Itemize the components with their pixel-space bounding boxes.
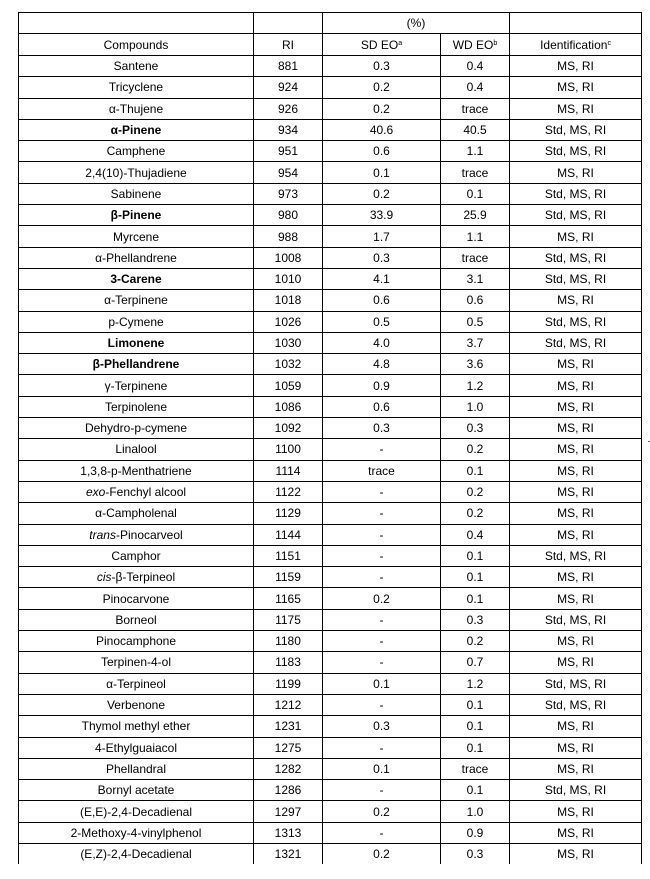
identification-cell: MS, RI (510, 567, 642, 588)
table-row (19, 843, 642, 864)
ri-cell: 1199 (254, 673, 323, 694)
table-row (19, 418, 642, 439)
sd-eo-label: SD EO (360, 37, 399, 52)
compound-name: Dehydro-p-cymene (84, 421, 188, 436)
sd-eo-cell: 0.5 (323, 311, 441, 332)
compound-cell (19, 758, 254, 779)
table-row (19, 119, 642, 140)
sd-eo-cell: 0.3 (323, 418, 441, 439)
sd-eo-cell: 0.2 (323, 843, 441, 864)
sd-eo-cell: 4.0 (323, 332, 441, 353)
table-row (19, 545, 642, 566)
compound-cell (19, 183, 254, 204)
sd-eo-cell: 0.1 (323, 162, 441, 183)
table-row (19, 524, 642, 545)
compound-cell (19, 652, 254, 673)
wd-eo-cell: 0.9 (441, 822, 510, 843)
compound-name: Thymol methyl ether (81, 719, 191, 734)
compound-cell (19, 481, 254, 502)
wd-eo-cell: 0.1 (441, 716, 510, 737)
wd-eo-cell: 0.2 (441, 631, 510, 652)
ri-cell: 1122 (254, 481, 323, 502)
compound-name: α-Pinene (110, 123, 162, 138)
wd-eo-cell: 25.9 (441, 205, 510, 226)
sd-eo-cell: - (323, 822, 441, 843)
wd-eo-cell: 3.6 (441, 354, 510, 375)
header-empty-cell (510, 13, 642, 34)
header-empty-cell (19, 13, 254, 34)
compound-name: β-Phellandrene (92, 357, 180, 372)
wd-eo-cell: 1.2 (441, 375, 510, 396)
ri-cell: 1231 (254, 716, 323, 737)
compound-cell (19, 56, 254, 77)
compound-cell (19, 609, 254, 630)
identification-cell: Std, MS, RI (510, 311, 642, 332)
ri-cell: 924 (254, 77, 323, 98)
compound-name: Limonene (107, 336, 165, 350)
wd-eo-cell: 1.1 (441, 226, 510, 247)
wd-eo-cell: 0.7 (441, 652, 510, 673)
sd-eo-cell: 0.1 (323, 673, 441, 694)
ri-cell: 1018 (254, 290, 323, 311)
identification-cell: MS, RI (510, 843, 642, 864)
compound-name: (E,Z)-2,4-Decadienal (80, 847, 192, 862)
sd-eo-cell: 33.9 (323, 205, 441, 226)
ri-cell: 1032 (254, 354, 323, 375)
table-row (19, 780, 642, 801)
compound-name: γ-Terpinene (104, 378, 168, 393)
compound-name: Sabinene (110, 186, 162, 201)
wd-eo-cell: 0.1 (441, 737, 510, 758)
identification-cell: MS, RI (510, 375, 642, 396)
identification-cell: Std, MS, RI (510, 545, 642, 566)
sd-eo-cell: 0.2 (323, 588, 441, 609)
ri-cell: 1175 (254, 609, 323, 630)
wd-eo-cell: 3.1 (441, 268, 510, 289)
table-row (19, 673, 642, 694)
identification-cell: MS, RI (510, 162, 642, 183)
table-row (19, 758, 642, 779)
compound-cell (19, 716, 254, 737)
wd-eo-cell: 1.0 (441, 801, 510, 822)
wd-eo-cell: 1.1 (441, 141, 510, 162)
compound-name: Phellandral (105, 761, 167, 776)
ri-cell: 1008 (254, 247, 323, 268)
table-row (19, 631, 642, 652)
table-row (19, 652, 642, 673)
ri-cell: 988 (254, 226, 323, 247)
wd-eo-cell: 0.1 (441, 567, 510, 588)
identification-cell: MS, RI (510, 758, 642, 779)
identification-cell: MS, RI (510, 56, 642, 77)
compound-name: Linalool (115, 442, 157, 457)
compound-name: Borneol (115, 612, 157, 627)
compound-cell (19, 77, 254, 98)
compound-name: -Fenchyl alcool (105, 485, 187, 500)
ri-cell: 1144 (254, 524, 323, 545)
wd-eo-cell: 0.3 (441, 418, 510, 439)
compound-name: 1,3,8-p-Menthatriene (80, 463, 192, 478)
sd-eo-cell: 0.2 (323, 98, 441, 119)
compound-name: α-Terpineol (106, 676, 166, 691)
ri-cell: 1282 (254, 758, 323, 779)
identification-cell: Std, MS, RI (510, 183, 642, 204)
sd-eo-cell: - (323, 780, 441, 801)
wd-eo-cell: 0.2 (441, 439, 510, 460)
identification-cell: Std, MS, RI (510, 205, 642, 226)
ri-cell: 1313 (254, 822, 323, 843)
header-row-columns (19, 34, 642, 56)
compound-name: α-Phellandrene (95, 250, 177, 265)
table-row (19, 737, 642, 758)
identification-cell: MS, RI (510, 98, 642, 119)
identification-cell: Std, MS, RI (510, 141, 642, 162)
identification-cell: MS, RI (510, 822, 642, 843)
table-row (19, 141, 642, 162)
wd-eo-cell: 1.2 (441, 673, 510, 694)
sd-eo-cell: 4.8 (323, 354, 441, 375)
compound-cell (19, 205, 254, 226)
compound-cell (19, 780, 254, 801)
compound-name: -Pinocarveol (115, 527, 183, 542)
ri-cell: 1286 (254, 780, 323, 801)
wd-eo-cell: trace (441, 98, 510, 119)
compound-prefix: exo (85, 485, 106, 500)
essential-oil-composition-table (18, 12, 642, 864)
ri-cell: 1180 (254, 631, 323, 652)
compound-cell (19, 673, 254, 694)
sd-eo-cell: - (323, 694, 441, 715)
compound-cell (19, 396, 254, 417)
compound-name: Myrcene (112, 229, 159, 244)
compound-cell (19, 332, 254, 353)
identification-cell: Std, MS, RI (510, 268, 642, 289)
col-header-ri: RI (254, 34, 323, 56)
compound-cell (19, 460, 254, 481)
wd-eo-cell: 0.4 (441, 56, 510, 77)
compound-cell (19, 162, 254, 183)
compound-cell (19, 354, 254, 375)
compound-cell (19, 801, 254, 822)
compound-cell (19, 311, 254, 332)
table-row (19, 567, 642, 588)
compound-cell (19, 98, 254, 119)
wd-eo-cell: 0.1 (441, 183, 510, 204)
identification-cell: MS, RI (510, 481, 642, 502)
wd-eo-cell: 0.1 (441, 694, 510, 715)
compound-cell (19, 226, 254, 247)
wd-eo-cell: 0.1 (441, 460, 510, 481)
table-row (19, 268, 642, 289)
compound-cell (19, 418, 254, 439)
ri-cell: 1010 (254, 268, 323, 289)
compound-cell (19, 545, 254, 566)
sd-eo-cell: 0.1 (323, 758, 441, 779)
ri-cell: 1321 (254, 843, 323, 864)
compound-cell (19, 290, 254, 311)
compound-cell (19, 567, 254, 588)
table-row (19, 609, 642, 630)
compound-name: Bornyl acetate (97, 783, 175, 798)
identification-cell: MS, RI (510, 716, 642, 737)
table-row (19, 354, 642, 375)
sd-eo-cell: - (323, 545, 441, 566)
compound-name: 2,4(10)-Thujadiene (85, 165, 187, 180)
identification-cell: MS, RI (510, 503, 642, 524)
wd-eo-label: WD EO (452, 37, 494, 52)
compound-cell (19, 141, 254, 162)
identification-cell: MS, RI (510, 226, 642, 247)
compound-cell (19, 822, 254, 843)
compound-name: (E,E)-2,4-Decadienal (79, 804, 193, 819)
compound-cell (19, 737, 254, 758)
sd-eo-cell: - (323, 439, 441, 460)
identification-cell: MS, RI (510, 588, 642, 609)
compound-name: α-Thujene (108, 101, 164, 116)
table-row (19, 588, 642, 609)
compound-name: Terpinen-4-ol (100, 655, 172, 670)
identification-cell: Std, MS, RI (510, 332, 642, 353)
compound-name: Camphor (111, 548, 161, 563)
identification-footnote: c (607, 39, 611, 47)
compound-cell (19, 631, 254, 652)
wd-eo-cell: 40.5 (441, 119, 510, 140)
table-row (19, 56, 642, 77)
table-row (19, 503, 642, 524)
percent-header: (%) (323, 13, 510, 34)
sd-eo-cell: 0.2 (323, 801, 441, 822)
sd-eo-cell: 4.1 (323, 268, 441, 289)
identification-cell: MS, RI (510, 396, 642, 417)
table-row (19, 822, 642, 843)
compound-name: Pinocamphone (95, 634, 177, 649)
sd-eo-cell: 0.3 (323, 56, 441, 77)
sd-eo-cell: - (323, 609, 441, 630)
header-row-percent (19, 13, 642, 34)
table-row (19, 439, 642, 460)
compound-cell (19, 588, 254, 609)
ri-cell: 973 (254, 183, 323, 204)
identification-cell: Std, MS, RI (510, 119, 642, 140)
ri-cell: 934 (254, 119, 323, 140)
table-row (19, 694, 642, 715)
ri-cell: 1100 (254, 439, 323, 460)
compound-name: α-Campholenal (95, 506, 177, 521)
col-header-sd-eo (323, 34, 441, 56)
identification-cell: MS, RI (510, 439, 642, 460)
compound-name: Pinocarvone (102, 591, 170, 606)
wd-eo-cell: 0.6 (441, 290, 510, 311)
identification-cell: MS, RI (510, 631, 642, 652)
col-header-compounds: Compounds (19, 34, 254, 56)
sd-eo-cell: - (323, 631, 441, 652)
sd-eo-cell: 0.6 (323, 290, 441, 311)
compound-prefix: trans (89, 527, 116, 542)
table-row (19, 375, 642, 396)
sd-eo-cell: 0.6 (323, 396, 441, 417)
wd-eo-footnote: b (493, 39, 498, 47)
ri-cell: 1114 (254, 460, 323, 481)
ri-cell: 951 (254, 141, 323, 162)
ri-cell: 1165 (254, 588, 323, 609)
identification-cell: Std, MS, RI (510, 247, 642, 268)
wd-eo-cell: 0.3 (441, 843, 510, 864)
table-row (19, 460, 642, 481)
table-row (19, 183, 642, 204)
sd-eo-cell: trace (323, 460, 441, 481)
ri-cell: 1275 (254, 737, 323, 758)
compound-name: 2-Methoxy-4-vinylphenol (70, 825, 202, 840)
compound-name: α-Terpinene (104, 293, 168, 308)
compound-cell (19, 247, 254, 268)
sd-eo-cell: - (323, 737, 441, 758)
compound-cell (19, 375, 254, 396)
table-row (19, 290, 642, 311)
wd-eo-cell: 1.0 (441, 396, 510, 417)
table-row (19, 98, 642, 119)
wd-eo-cell: 0.1 (441, 545, 510, 566)
compound-name: Verbenone (106, 698, 166, 713)
sd-eo-cell: 0.2 (323, 77, 441, 98)
compound-name: Terpinolene (104, 399, 168, 414)
compound-cell (19, 119, 254, 140)
identification-cell: MS, RI (510, 354, 642, 375)
ri-cell: 1212 (254, 694, 323, 715)
wd-eo-cell: 0.2 (441, 481, 510, 502)
ri-cell: 1297 (254, 801, 323, 822)
compound-prefix: cis (96, 570, 112, 585)
col-header-wd-eo (441, 34, 510, 56)
table-row (19, 311, 642, 332)
compound-cell (19, 694, 254, 715)
ri-cell: 1151 (254, 545, 323, 566)
compound-cell (19, 843, 254, 864)
wd-eo-cell: 0.1 (441, 588, 510, 609)
compound-cell (19, 524, 254, 545)
table-row (19, 332, 642, 353)
identification-cell: MS, RI (510, 418, 642, 439)
ri-cell: 1092 (254, 418, 323, 439)
ri-cell: 1030 (254, 332, 323, 353)
ri-cell: 1059 (254, 375, 323, 396)
wd-eo-cell: 3.7 (441, 332, 510, 353)
compound-cell (19, 503, 254, 524)
wd-eo-cell: trace (441, 247, 510, 268)
compound-name: -β-Terpineol (111, 570, 176, 585)
compound-name: 4-Ethylguaiacol (94, 740, 178, 755)
sd-eo-cell: - (323, 524, 441, 545)
compound-rows (19, 56, 642, 865)
table-row (19, 801, 642, 822)
compound-name: β-Pinene (110, 208, 162, 223)
identification-cell: MS, RI (510, 77, 642, 98)
sd-eo-cell: 0.2 (323, 183, 441, 204)
ri-cell: 1183 (254, 652, 323, 673)
sd-eo-cell: 0.3 (323, 247, 441, 268)
compound-name: p-Cymene (108, 314, 164, 329)
header-empty-cell (254, 13, 323, 34)
ri-cell: 1086 (254, 396, 323, 417)
sd-eo-cell: - (323, 481, 441, 502)
wd-eo-cell: trace (441, 162, 510, 183)
identification-cell: MS, RI (510, 460, 642, 481)
compound-cell (19, 268, 254, 289)
wd-eo-cell: 0.2 (441, 503, 510, 524)
sd-eo-cell: 40.6 (323, 119, 441, 140)
compound-name: Tricyclene (108, 80, 164, 95)
sd-eo-cell: - (323, 567, 441, 588)
wd-eo-cell: 0.4 (441, 77, 510, 98)
ri-cell: 881 (254, 56, 323, 77)
table-row (19, 205, 642, 226)
identification-cell: MS, RI (510, 652, 642, 673)
ri-cell: 1129 (254, 503, 323, 524)
identification-cell: MS, RI (510, 801, 642, 822)
wd-eo-cell: trace (441, 758, 510, 779)
sd-eo-cell: 0.3 (323, 716, 441, 737)
identification-cell: MS, RI (510, 737, 642, 758)
identification-cell: MS, RI (510, 290, 642, 311)
ri-cell: 980 (254, 205, 323, 226)
ri-cell: 1026 (254, 311, 323, 332)
ri-cell: 926 (254, 98, 323, 119)
identification-cell: Std, MS, RI (510, 673, 642, 694)
table-row (19, 162, 642, 183)
wd-eo-cell: 0.1 (441, 780, 510, 801)
ri-cell: 1159 (254, 567, 323, 588)
identification-cell: Std, MS, RI (510, 694, 642, 715)
table-row (19, 481, 642, 502)
table-row (19, 247, 642, 268)
identification-cell: Std, MS, RI (510, 609, 642, 630)
identification-cell: Std, MS, RI (510, 780, 642, 801)
compound-name: Camphene (106, 144, 166, 159)
wd-eo-cell: 0.3 (441, 609, 510, 630)
wd-eo-cell: 0.4 (441, 524, 510, 545)
sd-eo-cell: 0.6 (323, 141, 441, 162)
table-row (19, 396, 642, 417)
wd-eo-cell: 0.5 (441, 311, 510, 332)
sd-eo-cell: - (323, 503, 441, 524)
table-row (19, 77, 642, 98)
compound-cell (19, 439, 254, 460)
sd-eo-footnote: a (398, 39, 403, 47)
ri-cell: 954 (254, 162, 323, 183)
compound-name: Santene (113, 59, 159, 74)
col-header-identification (510, 34, 642, 56)
sd-eo-cell: 1.7 (323, 226, 441, 247)
compound-name: 3-Carene (110, 272, 162, 287)
table-row (19, 226, 642, 247)
sd-eo-cell: 0.9 (323, 375, 441, 396)
table-row (19, 716, 642, 737)
identification-label: Identification (540, 37, 608, 52)
identification-cell: MS, RI (510, 524, 642, 545)
sd-eo-cell: - (323, 652, 441, 673)
